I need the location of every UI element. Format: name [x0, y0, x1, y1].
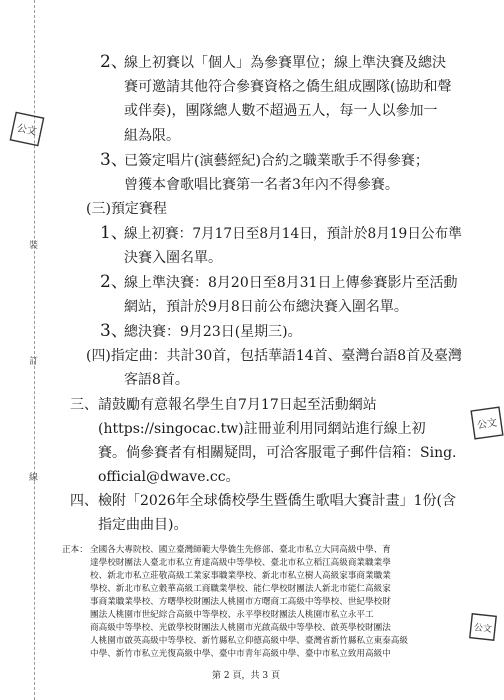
item-2-number: 2、	[100, 52, 128, 72]
binding-mark-zhuang: 裝	[29, 241, 39, 251]
footnote-line-2: 達學校財團法人臺北市私立育達高級中等學校、臺北市私立稻江高級商業職業學	[90, 558, 391, 568]
footnote-line-3: 校、新北市私立莊敬高級工業家事職業學校、新北市私立樹人高級家事商業職業	[90, 571, 391, 581]
section-3-title: (三)預定賽程	[86, 201, 167, 217]
section-4-line-1: (四)指定曲：共計30首，包括華語14首、臺灣台語8首及臺灣	[86, 348, 462, 364]
section-4-line-2: 客語8首。	[124, 372, 189, 388]
item-2-line-3: 或伴奏)，團隊總人數不超過五人，每一人以參加一	[124, 103, 438, 119]
schedule-3-number: 3、	[100, 321, 128, 341]
footnote-line-5: 事商業職業學校、方曙學校財團法人桃園市方曙商工高級中等學校、世紀學校財	[90, 597, 391, 607]
seal-stamp-left	[10, 112, 44, 146]
item-2-line-4: 組為限。	[124, 128, 180, 144]
seal-stamp-bottom	[466, 610, 500, 644]
item-3-number: 3、	[100, 150, 128, 170]
paragraph-4-line-2: 指定曲曲目)。	[98, 517, 188, 533]
schedule-2-number: 2、	[100, 272, 128, 292]
schedule-1-line-1: 線上初賽：7月17日至8月14日，預計於8月19日公布準	[124, 226, 462, 242]
seal-text-bottom: 公文	[473, 623, 493, 635]
schedule-1-line-2: 決賽入圍名單。	[124, 250, 222, 266]
footnote-line-9: 中學、新竹市私立光復高級中學、臺中市青年高級中學、臺中市私立致用高級中	[90, 649, 391, 659]
item-2-line-2: 賽可邀請其他符合參賽資格之僑生組成團隊(協助和聲	[124, 79, 452, 95]
paragraph-3-line-1: 三、請鼓勵有意報名學生自7月17日起至活動網站	[70, 397, 377, 413]
page-number: 第 2 頁，共 3 頁	[212, 671, 280, 681]
schedule-2-line-2: 網站，預計於9月8日前公布總決賽入圍名單。	[124, 299, 408, 315]
footnote-label: 正本：	[62, 545, 88, 555]
item-2-line-1: 線上初賽以「個人」為參賽單位；線上準決賽及總決	[124, 55, 446, 71]
seal-text-right: 公文	[476, 417, 498, 432]
seal-text-left: 公文	[15, 123, 38, 138]
paragraph-3-line-2: (https://singocac.tw)註冊並利用同網站進行線上初	[98, 421, 426, 437]
binding-mark-xian: 線	[29, 473, 39, 483]
schedule-2-line-1: 線上準決賽：8月20日至8月31日上傳參賽影片至活動	[124, 275, 458, 291]
schedule-1-number: 1、	[100, 223, 128, 243]
paragraph-4-line-1: 四、檢附「2026年全球僑校學生暨僑生歌唱大賽計畫」1份(含	[70, 493, 456, 509]
footnote-line-8: 人桃園市啟英高級中等學校、新竹縣私立仰德高級中學、臺灣省新竹縣私立東泰高級	[90, 636, 408, 646]
binding-line	[34, 0, 35, 700]
footnote-line-7: 商高級中等學校、光啟學校財團法人桃園市光啟高級中等學校、啟英學校財團法	[90, 623, 391, 633]
item-3-line-2: 曾獲本會歌唱比賽第一名者3年內不得參賽。	[124, 177, 399, 193]
footnote-line-1: 全國各大專院校、國立臺灣師範大學僑生先修部、臺北市私立大同高級中學、育	[90, 545, 391, 555]
paragraph-3-line-4: official@dwave.cc。	[98, 469, 240, 485]
footnote-line-6: 團法人桃園市世紀綜合高級中等學校、永平學校財團法人桃園市私立永平工	[90, 610, 374, 620]
binding-mark-ding: 訂	[29, 357, 39, 367]
seal-stamp-right	[470, 406, 504, 440]
item-3-line-1: 已簽定唱片(演藝經紀)合約之職業歌手不得參賽；	[124, 153, 429, 169]
footnote-line-4: 學校、新北市私立穀華高級工商職業學校、能仁學校財團法人新北市能仁高級家	[90, 584, 391, 594]
schedule-3-line-1: 總決賽：9月23日(星期三)。	[124, 324, 302, 340]
paragraph-3-line-3: 賽。倘參賽者有相關疑問，可洽客服電子郵件信箱：Sing.	[98, 445, 457, 461]
